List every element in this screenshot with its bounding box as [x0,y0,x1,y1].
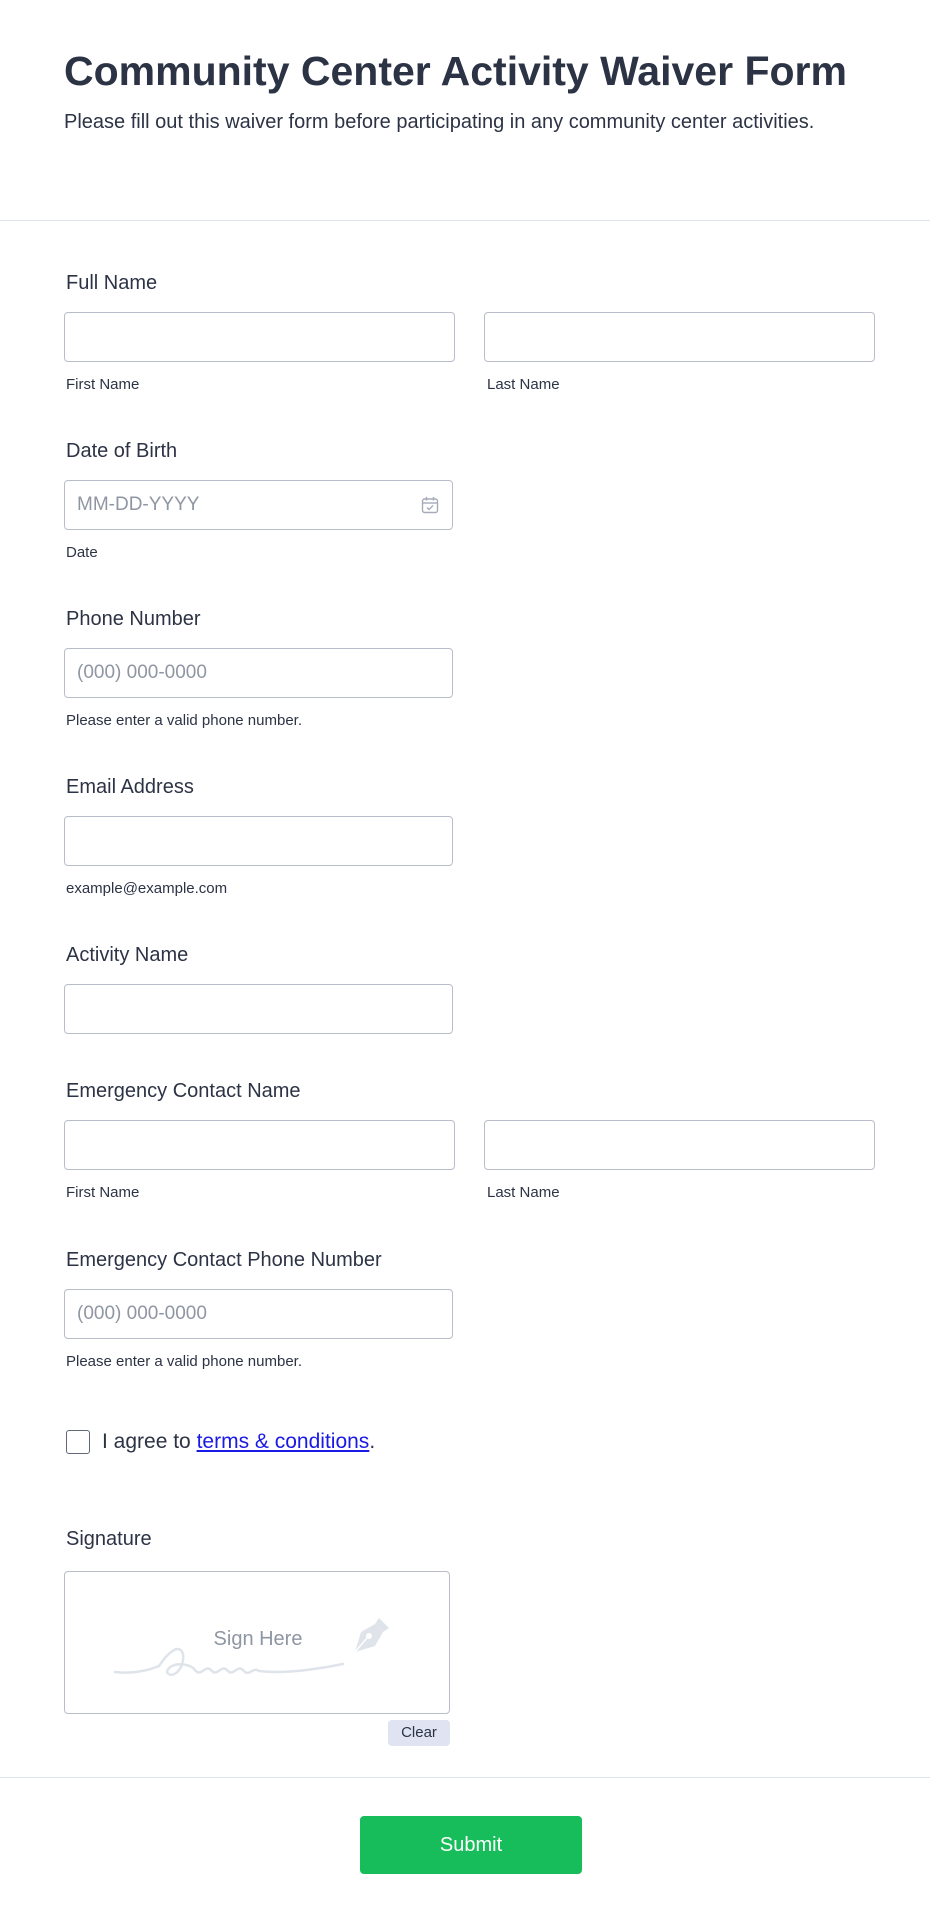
submit-button[interactable]: Submit [360,1816,582,1874]
email-hint: example@example.com [66,880,228,897]
form-description: Please fill out this waiver form before participating in any community center activities. [64,111,815,133]
dob-input[interactable] [64,480,453,530]
signature-pad[interactable] [64,1571,450,1714]
sign-here-text: Sign Here [213,1628,303,1650]
phone-label: Phone Number [66,608,201,630]
last-name-input[interactable] [484,312,875,362]
terms-prefix: I agree to [102,1430,197,1453]
dob-label: Date of Birth [66,440,178,462]
activity-name-input[interactable] [64,984,453,1034]
terms-checkbox[interactable] [66,1430,90,1454]
full-name-label: Full Name [66,272,158,294]
phone-input[interactable] [64,648,453,698]
emergency-last-name-sublabel: Last Name [487,1184,560,1201]
clear-signature-button[interactable]: Clear [388,1720,450,1746]
dob-placeholder: MM-DD-YYYY [77,494,200,515]
emergency-first-name-sublabel: First Name [66,1184,140,1201]
terms-suffix: . [369,1430,376,1453]
emergency-phone-hint: Please enter a valid phone number. [66,1353,302,1370]
emergency-first-name-input[interactable] [64,1120,455,1170]
emergency-last-name-input[interactable] [484,1120,875,1170]
first-name-input[interactable] [64,312,455,362]
signature-label: Signature [66,1528,152,1550]
dob-sublabel: Date [66,544,98,561]
phone-placeholder: (000) 000-0000 [77,662,207,683]
first-name-sublabel: First Name [66,376,140,393]
emergency-phone-input[interactable] [64,1289,453,1339]
emergency-phone-label: Emergency Contact Phone Number [66,1249,382,1271]
pen-icon [351,1614,393,1656]
emergency-phone-placeholder: (000) 000-0000 [77,1303,207,1324]
signature-scribble-icon [113,1624,383,1684]
last-name-sublabel: Last Name [487,376,560,393]
terms-link[interactable]: terms & conditions [196,1430,370,1453]
emergency-contact-name-label: Emergency Contact Name [66,1080,301,1102]
email-input[interactable] [64,816,453,866]
calendar-icon[interactable] [421,496,439,514]
activity-name-label: Activity Name [66,944,189,966]
footer-divider [0,1777,930,1778]
email-label: Email Address [66,776,194,798]
form-title: Community Center Activity Waiver Form [64,48,847,94]
terms-row [66,1430,375,1454]
form-header [0,0,930,221]
phone-hint: Please enter a valid phone number. [66,712,302,729]
